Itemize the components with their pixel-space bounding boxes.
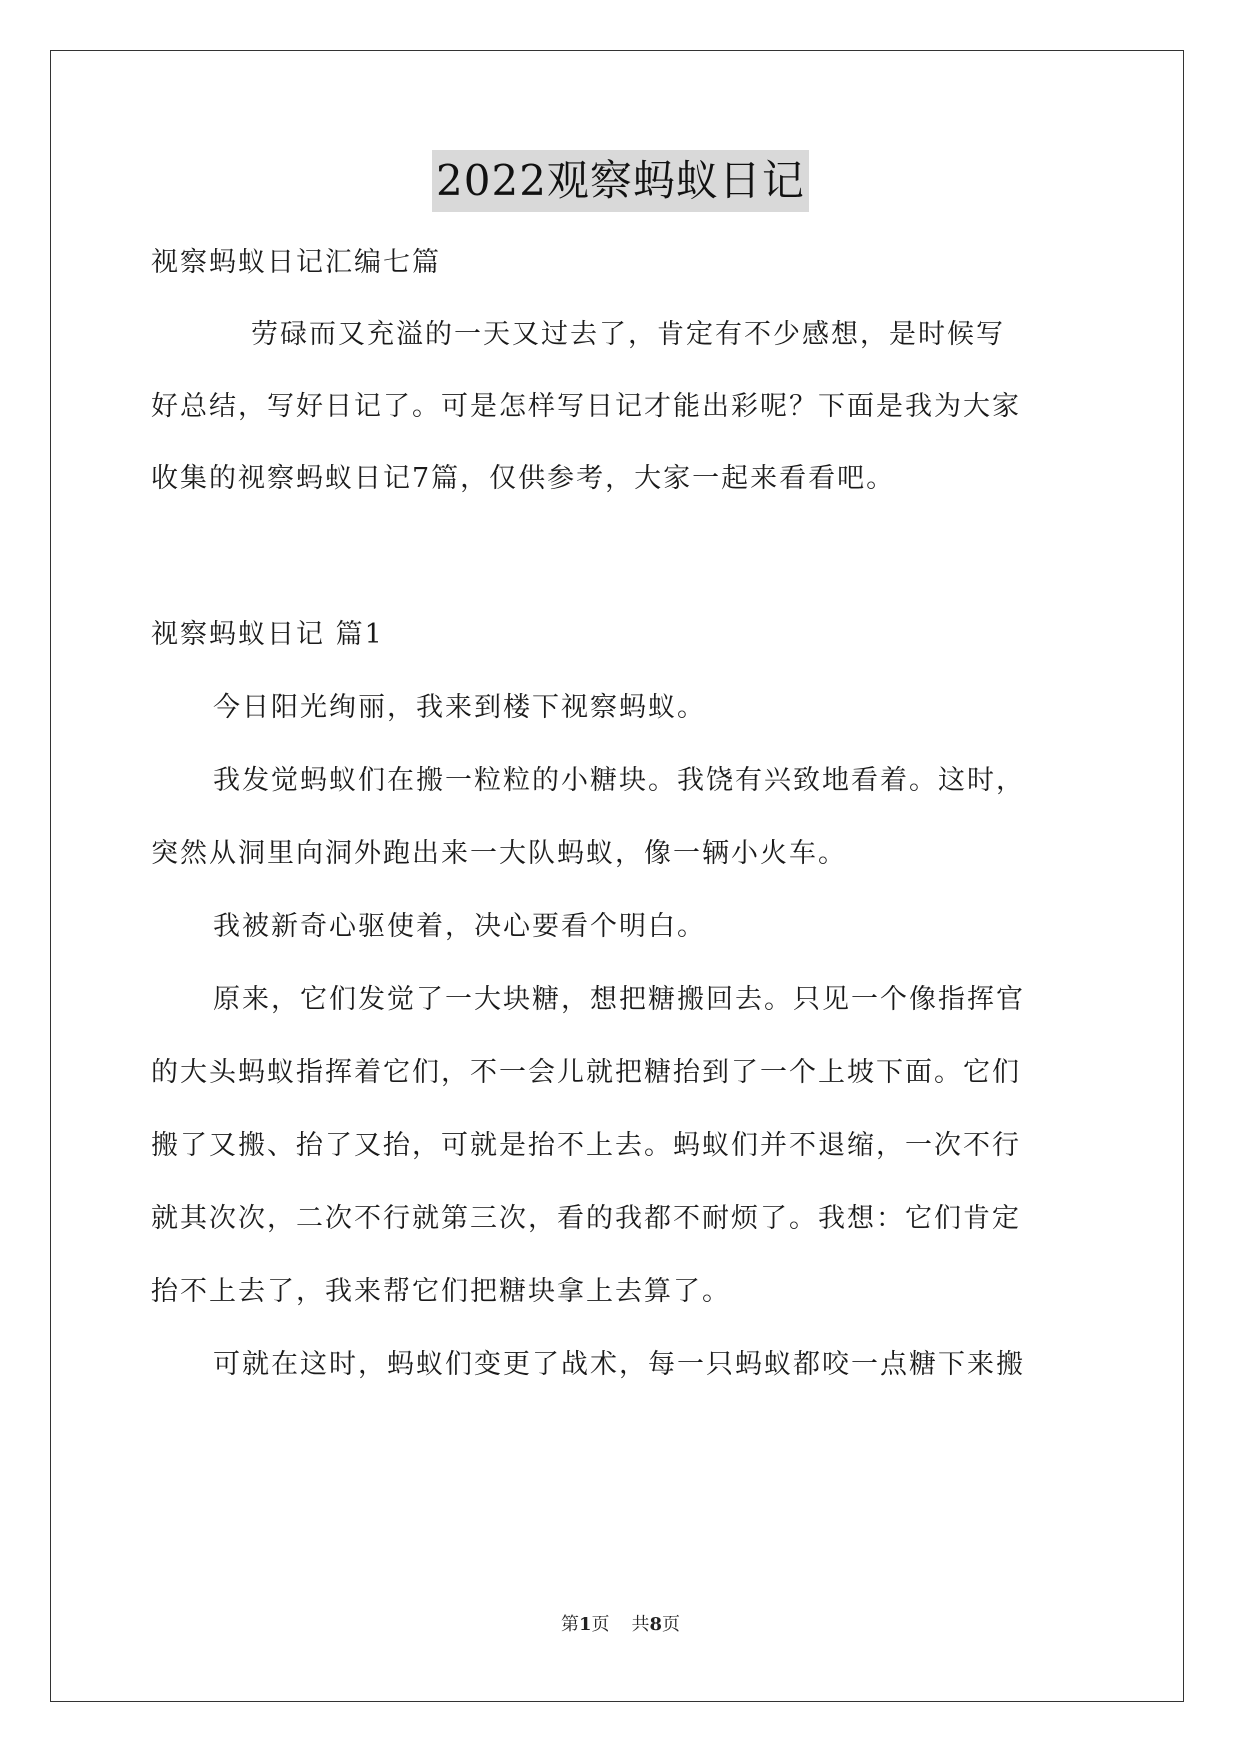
title-wrap xyxy=(0,150,1241,212)
intro-paragraph-line: 收集的视察蚂蚁日记7篇，仅供参考，大家一起来看看吧。 xyxy=(151,463,896,494)
page-suffix: 页 xyxy=(591,1614,610,1635)
paragraph-line: 我发觉蚂蚁们在搬一粒粒的小糖块。我饶有兴致地看着。这时， xyxy=(213,765,1025,796)
paragraph-line: 原来，它们发觉了一大块糖，想把糖搬回去。只见一个像指挥官 xyxy=(213,984,1025,1015)
paragraph-line: 今日阳光绚丽，我来到楼下视察蚂蚁。 xyxy=(213,692,706,723)
paragraph-line: 我被新奇心驱使着，决心要看个明白。 xyxy=(213,911,706,942)
paragraph-line: 可就在这时，蚂蚁们变更了战术，每一只蚂蚁都咬一点糖下来搬 xyxy=(213,1349,1025,1380)
document-title: 2022观察蚂蚁日记 xyxy=(432,150,809,212)
chapter-heading: 视察蚂蚁日记 篇1 xyxy=(151,619,384,650)
page-border xyxy=(50,50,1184,1702)
page-total: 8 xyxy=(649,1614,663,1635)
paragraph-line: 抬不上去了，我来帮它们把糖块拿上去算了。 xyxy=(151,1276,731,1307)
paragraph-line: 搬了又搬、抬了又抬，可就是抬不上去。蚂蚁们并不退缩，一次不行 xyxy=(151,1130,1021,1161)
intro-paragraph-line: 好总结，写好日记了。可是怎样写日记才能出彩呢？下面是我为大家 xyxy=(151,391,1021,422)
section-heading: 视察蚂蚁日记汇编七篇 xyxy=(151,247,441,278)
paragraph-line: 就其次次，二次不行就第三次，看的我都不耐烦了。我想：它们肯定 xyxy=(151,1203,1021,1234)
page-current: 1 xyxy=(578,1614,592,1635)
intro-paragraph-line: 劳碌而又充溢的一天又过去了，肯定有不少感想，是时候写 xyxy=(251,319,1005,350)
total-prefix: 共 xyxy=(631,1614,650,1635)
total-suffix: 页 xyxy=(662,1614,681,1635)
page-footer xyxy=(0,1610,1241,1636)
paragraph-line: 突然从洞里向洞外跑出来一大队蚂蚁，像一辆小火车。 xyxy=(151,838,847,869)
page-prefix: 第 xyxy=(560,1614,579,1635)
paragraph-line: 的大头蚂蚁指挥着它们，不一会儿就把糖抬到了一个上坡下面。它们 xyxy=(151,1057,1021,1088)
